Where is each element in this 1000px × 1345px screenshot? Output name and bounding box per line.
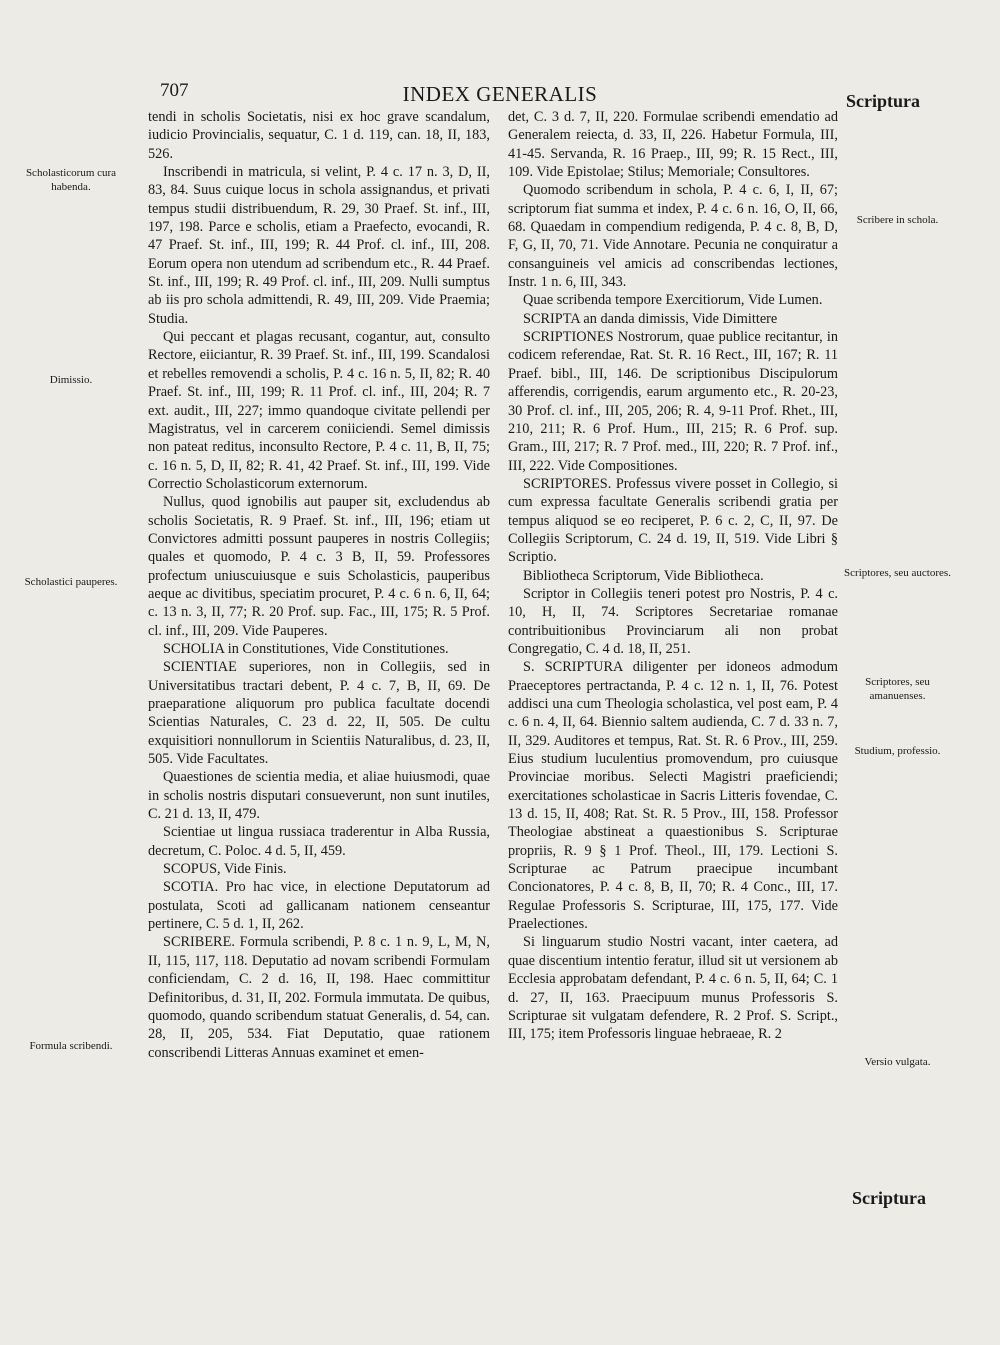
left-entry: Scientiae ut lingua russiaca traderentur in Alba Russia, decretum, C. Poloc. 4 d. 5, II, 459. xyxy=(148,824,490,859)
left-entry: Inscribendi in matricula, si velint, P. 4 c. 17 n. 3, D, II, 83, 84. Suus cuique locus in schola assignandus, et privati tempus studii distribuendum, R. 29, 30 Praef. St. inf., III, 197, 198. Parce e scholis, etiam a Praefecto, evocandi, R. 47 Praef. St. inf., III, 199; R. 44 Prof. cl. inf., III, 208. Eorum opera non utendum ad scribendum etc., R. 44 Praef. St. inf., III, 199; R. 49 Prof. cl. inf., III, 209. Nulli sumptus ab iis pro schola admittendi, R. 49, III, 209. Vide Praemia; Studia. xyxy=(148,164,490,327)
right-entry: SCRIPTA an danda dimissis, Vide Dimittere xyxy=(523,310,778,327)
margin-note-dimissio: Dimissio. xyxy=(49,374,93,386)
margin-note-versio-vulgata: Versio vulgata. xyxy=(864,1056,931,1068)
right-entry: det, C. 3 d. 7, II, 220. Formulae scribendi emendatio ad Generalem reiecta, d. 33, II, 226. Habetur Formula, III, 41-45. Servanda, R. 16 Praep., III, 99; R. 15 Rect., III, 109. Vide Epistolae; Stilus; Memoriale; Consultores. xyxy=(508,109,838,181)
footer-keyword: Scriptura xyxy=(852,1188,926,1208)
right-entry: S. SCRIPTURA diligenter per idoneos admodum Praeceptores pertractanda, P. 4 c. 12 n. 1, II, 76. Potest addisci una cum Theologia scholastica, vel post eam, P. 4 c. 6 n. 4, II, 64. Biennio saltem audienda, C. 7 d. 33 n. 7, II, 329. Auditores et tempus, Rat. St. R. 6 Prov., III, 259. Eius studium luculentius promovendum, pro cuiusque Provinciae moribus. Selecti Magistri praeficiendi; exercitationes scholasticae in Sacris Litteris fovendae, C. 13 d. 15, II, 408; Rat. St. R. 5 Prov., III, 158. Professor Theologiae abstineat a quaestionibus S. Scripturae propriis, R. 9 § 1 Prof. Theol., III, 179. Lectioni S. Scripturae ac Patrum praecipue incumbant Concionatores, P. 4 c. 8, B, II, 70; R. 4 Conc., III, 17. Regulae Professoris S. Scripturae, III, 175, 177. Vide Praelectiones. xyxy=(508,659,838,933)
margin-note-studium-professio: Studium, professio. xyxy=(854,745,941,757)
right-entry: Scriptor in Collegiis teneri potest pro Nostris, P. 4 c. 10, H, II, 74. Scriptores Secretariae romanae contribuitionibus Provinciarum ali non probat Congregatio, C. 4 d. 18, II, 251. xyxy=(508,585,838,657)
page-number: 707 xyxy=(160,80,189,101)
right-column xyxy=(508,108,838,1044)
left-entry: SCOPUS, Vide Finis. xyxy=(163,861,287,878)
left-entry: Nullus, quod ignobilis aut pauper sit, excludendus ab scholis Societatis, R. 9 Praef. St. inf., III, 196; etiam ut Convictores admitti possunt pauperes in nostris Collegiis; quales et quomodo, P. 4 c. 3 B, II, 59. Professores profectum uniuscuiusque e suis Scholasticis, pauperibus aeque ac divitibus, speciatim procuret, P. 4 c. 6 n. 6, II, 64; c. 13 n. 3, II, 77; R. 20 Prof. sup. Fac., III, 175; R. 5 Prof. cl. inf., III, 209. Vide Pauperes. xyxy=(148,494,490,639)
right-entry: Quomodo scribendum in schola, P. 4 c. 6, I, II, 67; scriptorum fiat summa et index, P. 4 c. 6 n. 16, O, II, 66, 68. Quaedam in compendium redigenda, P. 4 c. 8, B, D, F, G, II, 70, 71. Vide Annotare. Pecunia ne conquiratur a consanguineis vel amicis ad conscribendas lectiones, Instr. 1 n. 6, III, 343. xyxy=(508,182,838,291)
margin-note-scholastici-pauperes: Scholastici pauperes. xyxy=(24,576,118,588)
left-entry: SCRIBERE. Formula scribendi, P. 8 c. 1 n. 9, L, M, N, II, 115, 117, 118. Deputatio ad novam scribendi Formulam conficiendam, C. 2 d. 16, II, 198. Haec committitur Definitoribus, d. 31, II, 202. Formula immutata. De quibus, quomodo, quando scribendum statuat Generalis, d. 54, can. 28, II, 205, 534. Fiat Deputatio, quae rationem conscribendi Litteras Annuas examinet et emen- xyxy=(148,934,490,1061)
left-entry: Qui peccant et plagas recusant, cogantur, aut, consulto Rectore, eiiciantur, R. 39 Praef. St. inf., III, 199. Scandalosi et rebelles removendi a scholis, P. 4 c. 16 n. 5, II, 82; R. 40 Praef. St. inf., III, 199; R. 11 Prof. cl. inf., III, 204; R. 7 ext. audit., III, 227; immo quandoque civitate pellendi per Magistratus, vel in carcerem coniiciendi. Semel dimissis non pateat reditus, inconsulto Rectore, P. 4 c. 11, B, II, 75; c. 16 n. 5, D, II, 82; R. 41, 42 Praef. St. inf., III, 199. Vide Correctio Scholasticorum externorum. xyxy=(148,329,490,492)
margin-note-scriptores-auctores: Scriptores, seu auctores. xyxy=(844,567,951,579)
margin-note-scribere-in-schola: Scribere in schola. xyxy=(856,214,939,226)
margin-note-scriptores-amanuenses: Scriptores, seu amanuenses. xyxy=(865,676,930,702)
right-entry: Quae scribenda tempore Exercitiorum, Vide Lumen. xyxy=(523,292,823,309)
left-column xyxy=(148,108,490,1062)
right-entry: Bibliotheca Scriptorum, Vide Bibliotheca. xyxy=(523,567,764,584)
right-entry: SCRIPTORES. Professus vivere posset in Collegio, si cum expressa facultate Generalis scribendi gratia per tempus aliquod se eo reciperet, P. 6 c. 2, C, II, 97. De Collegiis Scriptorum, C. 24 d. 19, II, 519. Vide Libri § Scriptio. xyxy=(508,475,838,566)
left-entry: tendi in scholis Societatis, nisi ex hoc grave scandalum, iudicio Provincialis, sequatur, C. 1 d. 119, can. 18, II, 183, 526. xyxy=(148,109,490,162)
running-title: INDEX GENERALIS xyxy=(402,82,598,106)
right-entry: Si linguarum studio Nostri vacant, inter caetera, ad quae discentium intentio feratur, illud sit ut versionem ab Ecclesia approbatam defendant, P. 4 c. 6 n. 5, II, 64; C. 1 d. 27, II, 163. Praecipuum munus Professoris S. Scripturae sit vulgatam defendere, R. 2 Prof. S. Script., III, 175; item Professoris linguae hebraeae, R. 2 xyxy=(508,934,838,1043)
header-keyword: Scriptura xyxy=(846,91,920,111)
right-entry: SCRIPTIONES Nostrorum, quae publice recitantur, in codicem referendae, Rat. St. R. 16 Rect., III, 167; R. 11 Praef. bibl., III, 146. De scriptionibus Discipulorum afferendis, corrigendis, earum argumento etc., R. 20-23, 30 Prof. cl. inf., III, 205, 206; R. 4, 9-11 Prof. Rhet., III, 210, 211; R. 6 Prof. Hum., III, 215; R. 6 Prof. sup. Gram., III, 217; R. 7 Prof. med., III, 220; R. 7 Prof. inf., III, 222. Vide Compositiones. xyxy=(508,329,838,474)
left-entry: SCOTIA. Pro hac vice, in electione Deputatorum ad postulata, Scoti ad gallicanam nationem censeantur pertinere, C. 5 d. 1, II, 262. xyxy=(148,879,490,933)
left-entry: Quaestiones de scientia media, et aliae huiusmodi, quae in scholis nostris disputari consueverunt, non sunt inutiles, C. 21 d. 13, II, 479. xyxy=(148,769,490,823)
margin-note-scholasticorum: Scholasticorum cura habenda. xyxy=(25,167,117,193)
left-entry: SCHOLIA in Constitutiones, Vide Constitutiones. xyxy=(163,640,449,657)
left-entry: SCIENTIAE superiores, non in Collegiis, sed in Universitatibus tractari debent, P. 4 c. 7, B, II, 69. De praeparatione aliquorum pro publica facultate docendi Scientias Naturales, C. 23 d. 22, II, 505. De cultu exquisitiori nonnullorum in Scientiis Naturalibus, d. 23, II, 505. Vide Facultates. xyxy=(148,659,490,768)
margin-note-formula-scribendi: Formula scribendi. xyxy=(29,1040,113,1052)
